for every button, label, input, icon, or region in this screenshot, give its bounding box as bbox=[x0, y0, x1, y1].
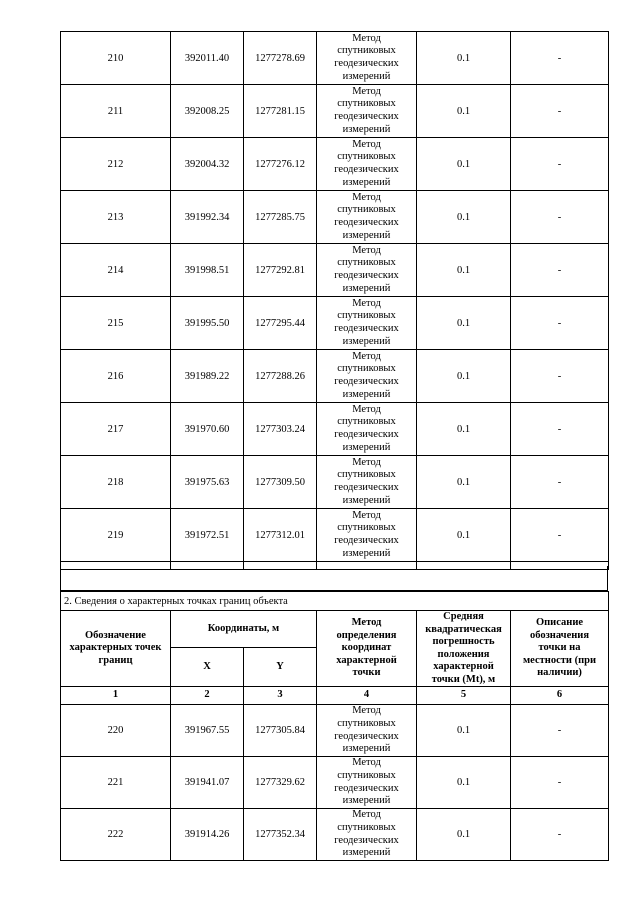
cell-y: 1277309.50 bbox=[244, 456, 317, 509]
method-line: Метод bbox=[352, 403, 381, 415]
method-line: спутниковых bbox=[337, 717, 396, 729]
cell-description: - bbox=[511, 705, 609, 757]
column-number: 6 bbox=[511, 687, 609, 705]
method-line: измерений bbox=[342, 388, 391, 400]
cell-point: 215 bbox=[61, 297, 171, 350]
method-line: измерений bbox=[342, 795, 391, 807]
method-line: геодезических bbox=[334, 323, 399, 334]
cell-point: 222 bbox=[61, 809, 171, 861]
cell-error: 0.1 bbox=[417, 350, 511, 403]
header-point: Обозначение характерных точек границ bbox=[61, 611, 171, 687]
boundary-points-table bbox=[60, 591, 609, 861]
method-line: измерений bbox=[342, 123, 391, 135]
column-number: 3 bbox=[244, 687, 317, 705]
table-row bbox=[61, 244, 609, 297]
method-line: Метод bbox=[352, 509, 381, 521]
cell-y: 1277285.75 bbox=[244, 191, 317, 244]
cell-y: 1277288.26 bbox=[244, 350, 317, 403]
method-line: геодезических bbox=[334, 217, 399, 228]
cell-y: 1277292.81 bbox=[244, 244, 317, 297]
cell-x: 391941.07 bbox=[171, 757, 244, 809]
method-line: Метод bbox=[352, 244, 381, 256]
cell-point: 213 bbox=[61, 191, 171, 244]
method-line: измерений bbox=[342, 335, 391, 347]
cell-y: 1277281.15 bbox=[244, 85, 317, 138]
cell-method bbox=[317, 456, 417, 509]
cell-point: 210 bbox=[61, 32, 171, 85]
cell-x: 391967.55 bbox=[171, 705, 244, 757]
cell-description: - bbox=[511, 509, 609, 562]
cell-x: 391992.34 bbox=[171, 191, 244, 244]
method-line: измерений bbox=[342, 743, 391, 755]
cell-error: 0.1 bbox=[417, 32, 511, 85]
table-row bbox=[61, 350, 609, 403]
cell-x: 391914.26 bbox=[171, 809, 244, 861]
cell-y: 1277329.62 bbox=[244, 757, 317, 809]
method-line: измерений bbox=[342, 176, 391, 188]
coordinates-table-continued bbox=[60, 31, 609, 570]
method-line: спутниковых bbox=[337, 204, 396, 216]
cell-error: 0.1 bbox=[417, 403, 511, 456]
method-line: спутниковых bbox=[337, 310, 396, 322]
method-line: геодезических bbox=[334, 376, 399, 387]
section-separator bbox=[60, 566, 608, 591]
method-line: геодезических bbox=[334, 270, 399, 281]
method-line: измерений bbox=[342, 441, 391, 453]
cell-error: 0.1 bbox=[417, 85, 511, 138]
method-line: Метод bbox=[352, 138, 381, 150]
cell-method bbox=[317, 809, 417, 861]
method-line: геодезических bbox=[334, 535, 399, 546]
cell-description: - bbox=[511, 85, 609, 138]
cell-description: - bbox=[511, 757, 609, 809]
cell-y: 1277276.12 bbox=[244, 138, 317, 191]
cell-description: - bbox=[511, 244, 609, 297]
cell-method bbox=[317, 244, 417, 297]
cell-method bbox=[317, 297, 417, 350]
method-line: Метод bbox=[352, 350, 381, 362]
cell-point: 214 bbox=[61, 244, 171, 297]
cell-error: 0.1 bbox=[417, 191, 511, 244]
cell-method bbox=[317, 705, 417, 757]
header-y: Y bbox=[244, 648, 317, 687]
table-row bbox=[61, 297, 609, 350]
table-row bbox=[61, 403, 609, 456]
cell-error: 0.1 bbox=[417, 456, 511, 509]
method-line: Метод bbox=[352, 809, 381, 821]
header-coordinates: Координаты, м bbox=[171, 611, 317, 648]
column-number: 2 bbox=[171, 687, 244, 705]
method-line: геодезических bbox=[334, 164, 399, 175]
cell-x: 391975.63 bbox=[171, 456, 244, 509]
cell-error: 0.1 bbox=[417, 244, 511, 297]
cell-description: - bbox=[511, 32, 609, 85]
cell-y: 1277352.34 bbox=[244, 809, 317, 861]
method-line: измерений bbox=[342, 547, 391, 559]
method-line: спутниковых bbox=[337, 469, 396, 481]
cell-x: 392011.40 bbox=[171, 32, 244, 85]
method-line: спутниковых bbox=[337, 363, 396, 375]
method-line: измерений bbox=[342, 494, 391, 506]
method-line: спутниковых bbox=[337, 98, 396, 110]
cell-error: 0.1 bbox=[417, 297, 511, 350]
column-number: 4 bbox=[317, 687, 417, 705]
method-line: геодезических bbox=[334, 111, 399, 122]
cell-error: 0.1 bbox=[417, 705, 511, 757]
cell-point: 211 bbox=[61, 85, 171, 138]
cell-x: 392004.32 bbox=[171, 138, 244, 191]
method-line: спутниковых bbox=[337, 45, 396, 57]
cell-y: 1277278.69 bbox=[244, 32, 317, 85]
cell-x: 391970.60 bbox=[171, 403, 244, 456]
cell-y: 1277305.84 bbox=[244, 705, 317, 757]
cell-error: 0.1 bbox=[417, 138, 511, 191]
table-row bbox=[61, 85, 609, 138]
cell-point: 212 bbox=[61, 138, 171, 191]
cell-error: 0.1 bbox=[417, 757, 511, 809]
method-line: Метод bbox=[352, 456, 381, 468]
method-line: спутниковых bbox=[337, 821, 396, 833]
table-row bbox=[61, 191, 609, 244]
cell-method bbox=[317, 403, 417, 456]
cell-method bbox=[317, 350, 417, 403]
header-x: X bbox=[171, 648, 244, 687]
method-line: спутниковых bbox=[337, 151, 396, 163]
method-line: спутниковых bbox=[337, 257, 396, 269]
method-line: спутниковых bbox=[337, 769, 396, 781]
cell-x: 391989.22 bbox=[171, 350, 244, 403]
method-line: измерений bbox=[342, 847, 391, 859]
cell-description: - bbox=[511, 350, 609, 403]
cell-method bbox=[317, 191, 417, 244]
cell-point: 221 bbox=[61, 757, 171, 809]
cell-description: - bbox=[511, 403, 609, 456]
method-line: спутниковых bbox=[337, 416, 396, 428]
cell-x: 391972.51 bbox=[171, 509, 244, 562]
method-line: геодезических bbox=[334, 482, 399, 493]
cell-point: 216 bbox=[61, 350, 171, 403]
cell-error: 0.1 bbox=[417, 509, 511, 562]
header-error: Средняя квадратическая погрешность положения характерной точки (Mt), м bbox=[417, 611, 511, 687]
method-line: Метод bbox=[352, 191, 381, 203]
cell-x: 392008.25 bbox=[171, 85, 244, 138]
table-row bbox=[61, 138, 609, 191]
table-row bbox=[61, 757, 609, 809]
column-number: 1 bbox=[61, 687, 171, 705]
header-method: Метод определения координат характерной точки bbox=[317, 611, 417, 687]
cell-x: 391998.51 bbox=[171, 244, 244, 297]
cell-point: 220 bbox=[61, 705, 171, 757]
method-line: измерений bbox=[342, 70, 391, 82]
table-row bbox=[61, 809, 609, 861]
header-description: Описание обозначения точки на местности (при наличии) bbox=[511, 611, 609, 687]
section-title: 2. Сведения о характерных точках границ объекта bbox=[61, 592, 609, 611]
cell-method bbox=[317, 32, 417, 85]
method-line: геодезических bbox=[334, 429, 399, 440]
column-number: 5 bbox=[417, 687, 511, 705]
table-row bbox=[61, 509, 609, 562]
cell-x: 391995.50 bbox=[171, 297, 244, 350]
method-line: Метод bbox=[352, 32, 381, 44]
cell-point: 219 bbox=[61, 509, 171, 562]
method-line: Метод bbox=[352, 757, 381, 769]
method-line: геодезических bbox=[334, 730, 399, 742]
cell-method bbox=[317, 85, 417, 138]
method-line: измерений bbox=[342, 282, 391, 294]
method-line: Метод bbox=[352, 297, 381, 309]
cell-description: - bbox=[511, 297, 609, 350]
method-line: геодезических bbox=[334, 782, 399, 794]
cell-point: 218 bbox=[61, 456, 171, 509]
cell-method bbox=[317, 509, 417, 562]
cell-description: - bbox=[511, 138, 609, 191]
cell-point: 217 bbox=[61, 403, 171, 456]
cell-description: - bbox=[511, 191, 609, 244]
method-line: Метод bbox=[352, 85, 381, 97]
table-row bbox=[61, 456, 609, 509]
cell-description: - bbox=[511, 456, 609, 509]
method-line: геодезических bbox=[334, 834, 399, 846]
cell-y: 1277295.44 bbox=[244, 297, 317, 350]
method-line: Метод bbox=[352, 705, 381, 717]
cell-method bbox=[317, 757, 417, 809]
table-row bbox=[61, 32, 609, 85]
cell-y: 1277312.01 bbox=[244, 509, 317, 562]
method-line: измерений bbox=[342, 229, 391, 241]
method-line: геодезических bbox=[334, 58, 399, 69]
table-row bbox=[61, 705, 609, 757]
cell-description: - bbox=[511, 809, 609, 861]
cell-method bbox=[317, 138, 417, 191]
method-line: спутниковых bbox=[337, 522, 396, 534]
cell-y: 1277303.24 bbox=[244, 403, 317, 456]
cell-error: 0.1 bbox=[417, 809, 511, 861]
